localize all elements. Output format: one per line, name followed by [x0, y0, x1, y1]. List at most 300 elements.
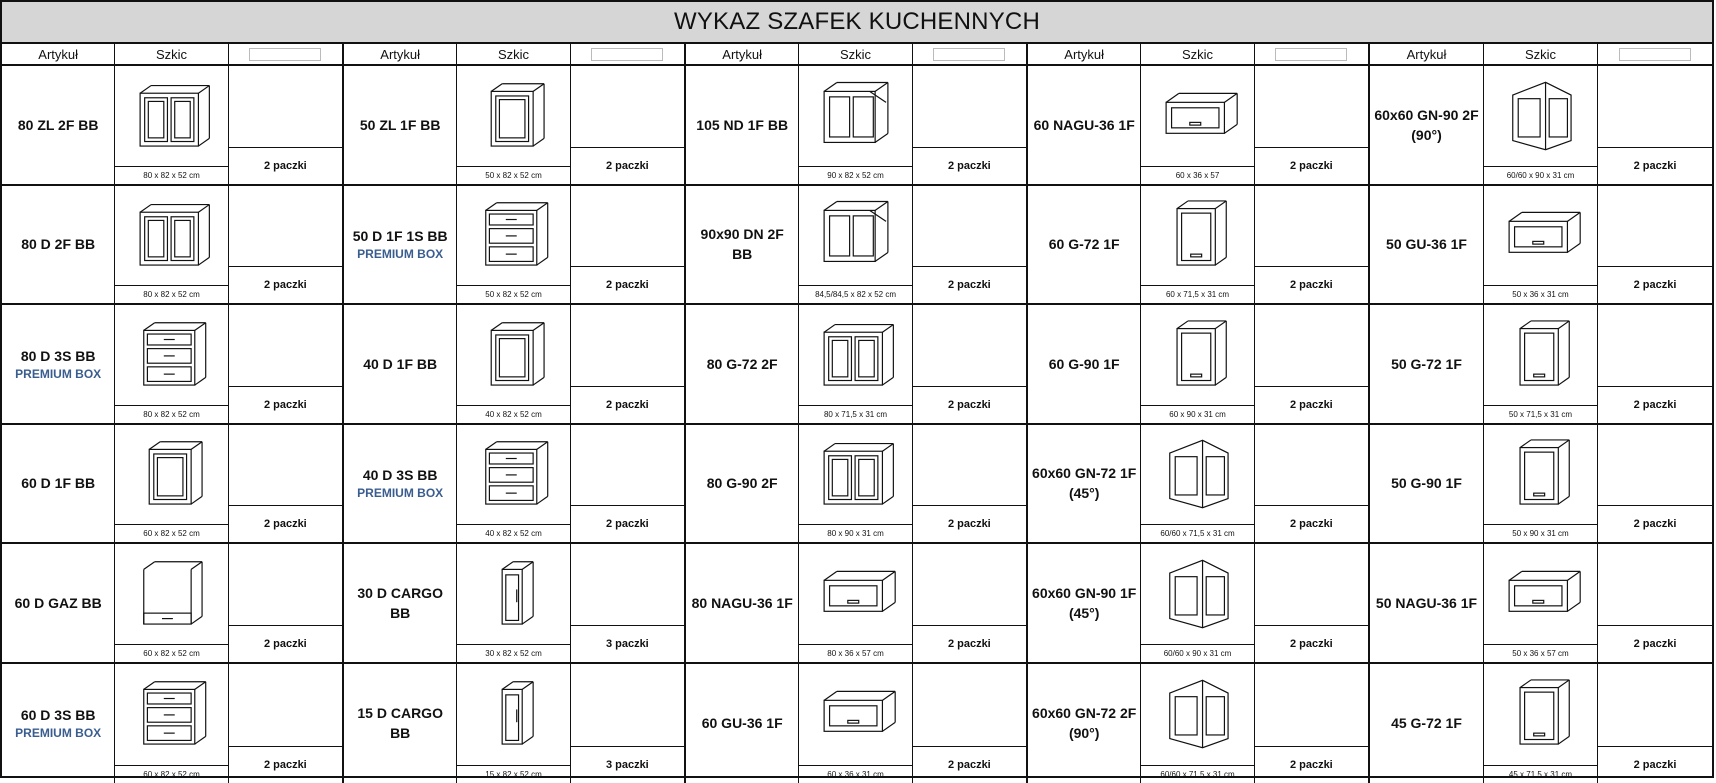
header-artykul: Artykuł	[1370, 44, 1484, 64]
dimensions-label: 50 x 36 x 31 cm	[1484, 285, 1597, 303]
article-name: 50 GU-36 1F	[1386, 234, 1467, 254]
sketch-cell	[1141, 66, 1254, 184]
article-cell	[2, 544, 115, 662]
sketch-cell	[1484, 544, 1598, 662]
sketch-cell	[1141, 425, 1254, 543]
sketch-picture	[1484, 186, 1597, 286]
article-name: 50 NAGU-36 1F	[1376, 593, 1477, 613]
sketch-cell	[457, 305, 570, 423]
sketch-picture	[115, 664, 227, 766]
cabinet-sketch-icon	[1496, 433, 1586, 515]
cabinet-item	[344, 186, 686, 304]
package-count: 2 paczki	[1598, 147, 1712, 184]
package-count: 2 paczki	[913, 147, 1026, 184]
package-blank-area	[229, 186, 342, 267]
article-name: 60x60 GN-90 1F (45°)	[1032, 583, 1136, 623]
cabinet-sketch-icon	[469, 553, 559, 635]
package-blank-area	[229, 544, 342, 625]
package-cell	[229, 425, 342, 543]
article-name: 80 G-90 2F	[707, 473, 778, 493]
dimensions-label: 60 x 36 x 31 cm	[799, 765, 911, 783]
package-cell	[1255, 664, 1368, 783]
cabinet-sketch-icon	[469, 194, 559, 276]
package-cell	[1598, 664, 1712, 783]
cabinet-sketch-icon	[469, 75, 559, 157]
dimensions-label: 45 x 71,5 x 31 cm	[1484, 765, 1597, 783]
sketch-picture	[1484, 425, 1597, 525]
package-blank-area	[913, 544, 1026, 625]
sketch-picture	[1141, 305, 1253, 405]
package-blank-area	[229, 664, 342, 747]
article-name: 40 D 3S BB	[363, 465, 438, 485]
sheet-title: WYKAZ SZAFEK KUCHENNYCH	[2, 2, 1712, 44]
article-cell	[344, 186, 457, 304]
cabinet-sketch-icon	[469, 314, 559, 396]
package-count: 2 paczki	[229, 147, 342, 184]
package-cell	[913, 425, 1026, 543]
package-count: 2 paczki	[1255, 746, 1368, 783]
premium-box-badge: PREMIUM BOX	[15, 725, 101, 741]
table-row	[2, 544, 1712, 664]
dimensions-label: 80 x 71,5 x 31 cm	[799, 405, 911, 423]
sketch-picture	[1141, 186, 1253, 286]
article-cell	[1370, 425, 1484, 543]
sketch-cell	[1484, 305, 1598, 423]
cabinet-item	[344, 305, 686, 423]
table-row	[2, 66, 1712, 186]
cabinet-sketch-icon	[127, 194, 217, 276]
package-count: 2 paczki	[1598, 386, 1712, 423]
dimensions-label: 60 x 82 x 52 cm	[115, 644, 227, 662]
dimensions-label: 50 x 71,5 x 31 cm	[1484, 405, 1597, 423]
header-blank	[571, 44, 684, 64]
package-count: 2 paczki	[1255, 147, 1368, 184]
cabinet-sketch-icon	[127, 553, 217, 635]
table-row	[2, 305, 1712, 425]
cabinet-sketch-icon	[1153, 314, 1243, 396]
sketch-picture	[1484, 544, 1597, 644]
article-cell	[1028, 544, 1141, 662]
article-cell	[686, 186, 799, 304]
package-blank-area	[571, 664, 684, 747]
dimensions-label: 90 x 82 x 52 cm	[799, 166, 911, 184]
package-cell	[1598, 305, 1712, 423]
package-count: 2 paczki	[1598, 266, 1712, 303]
sketch-picture	[1141, 664, 1253, 766]
dimensions-label: 50 x 82 x 52 cm	[457, 166, 569, 184]
cabinet-sketch-icon	[469, 673, 559, 755]
package-blank-area	[1598, 305, 1712, 386]
cabinet-item	[344, 425, 686, 543]
package-blank-area	[1255, 66, 1368, 147]
package-blank-area	[1255, 425, 1368, 506]
cabinet-sketch-icon	[469, 433, 559, 515]
cabinet-item	[686, 186, 1028, 304]
cabinet-sketch-icon	[1153, 673, 1243, 755]
article-cell	[686, 305, 799, 423]
sketch-cell	[115, 544, 228, 662]
package-count: 3 paczki	[571, 625, 684, 662]
article-name: 15 D CARGO BB	[348, 703, 452, 743]
cabinet-item	[686, 305, 1028, 423]
article-name: 50 G-72 1F	[1391, 354, 1462, 374]
package-cell	[913, 305, 1026, 423]
sketch-cell	[799, 544, 912, 662]
package-blank-area	[229, 305, 342, 386]
dimensions-label: 60 x 71,5 x 31 cm	[1141, 285, 1253, 303]
package-blank-area	[229, 66, 342, 147]
sketch-picture	[115, 544, 227, 644]
sketch-picture	[457, 66, 569, 166]
cabinet-item	[2, 544, 344, 662]
sketch-picture	[799, 664, 911, 766]
sketch-picture	[1141, 66, 1253, 166]
sketch-cell	[799, 66, 912, 184]
cabinet-grid	[2, 66, 1712, 783]
package-count: 2 paczki	[1255, 625, 1368, 662]
package-count: 2 paczki	[1598, 505, 1712, 542]
article-cell	[1028, 664, 1141, 783]
package-cell	[1598, 425, 1712, 543]
sketch-picture	[1141, 425, 1253, 525]
cabinet-item	[1370, 544, 1712, 662]
article-cell	[686, 66, 799, 184]
article-cell	[1370, 664, 1484, 783]
dimensions-label: 50 x 90 x 31 cm	[1484, 524, 1597, 542]
cabinet-sketch-icon	[1496, 194, 1586, 276]
article-name: 90x90 DN 2F BB	[690, 224, 794, 264]
article-name: 80 D 2F BB	[21, 234, 95, 254]
sketch-cell	[115, 66, 228, 184]
package-blank-area	[1598, 66, 1712, 147]
article-cell	[1028, 66, 1141, 184]
package-count: 2 paczki	[571, 266, 684, 303]
cabinet-item	[1028, 664, 1370, 783]
table-row	[2, 664, 1712, 783]
cabinet-sketch-icon	[127, 75, 217, 157]
cabinet-item	[1370, 305, 1712, 423]
package-cell	[571, 305, 684, 423]
package-cell	[229, 66, 342, 184]
cabinet-sketch-icon	[811, 433, 901, 515]
article-name: 40 D 1F BB	[363, 354, 437, 374]
package-blank-area	[1255, 544, 1368, 625]
package-blank-area	[1598, 544, 1712, 625]
header-szkic: Szkic	[1141, 44, 1254, 64]
header-szkic: Szkic	[799, 44, 912, 64]
cabinet-sketch-icon	[1496, 314, 1586, 396]
article-name: 60 D 3S BB	[21, 705, 96, 725]
dimensions-label: 30 x 82 x 52 cm	[457, 644, 569, 662]
article-cell	[2, 186, 115, 304]
cabinet-item	[2, 305, 344, 423]
cabinet-item	[344, 664, 686, 783]
article-name: 45 G-72 1F	[1391, 713, 1462, 733]
cabinet-item	[1028, 186, 1370, 304]
dimensions-label: 40 x 82 x 52 cm	[457, 405, 569, 423]
cabinet-item	[1028, 305, 1370, 423]
package-blank-area	[1598, 186, 1712, 267]
sketch-cell	[799, 425, 912, 543]
article-cell	[1370, 544, 1484, 662]
header-blank-box	[249, 48, 321, 61]
article-cell	[1028, 186, 1141, 304]
dimensions-label: 80 x 82 x 52 cm	[115, 285, 227, 303]
package-count: 2 paczki	[1598, 746, 1712, 783]
table-row	[2, 186, 1712, 306]
header-blank-box	[1275, 48, 1347, 61]
sketch-cell	[799, 186, 912, 304]
cabinet-item	[686, 425, 1028, 543]
header-artykul: Artykuł	[344, 44, 457, 64]
cabinet-item	[1028, 544, 1370, 662]
column-header-group	[2, 44, 344, 64]
dimensions-label: 60 x 82 x 52 cm	[115, 765, 227, 783]
article-cell	[344, 305, 457, 423]
article-cell	[1370, 66, 1484, 184]
sketch-cell	[1141, 664, 1254, 783]
cabinet-sketch-icon	[811, 75, 901, 157]
article-cell	[1370, 186, 1484, 304]
package-cell	[571, 544, 684, 662]
package-cell	[1598, 544, 1712, 662]
cabinet-sketch-icon	[1153, 75, 1243, 157]
package-count: 2 paczki	[229, 386, 342, 423]
package-blank-area	[571, 186, 684, 267]
package-count: 2 paczki	[913, 386, 1026, 423]
package-blank-area	[229, 425, 342, 506]
sketch-cell	[1141, 544, 1254, 662]
header-blank	[229, 44, 342, 64]
article-cell	[344, 664, 457, 783]
cabinet-item	[686, 544, 1028, 662]
article-name: 60x60 GN-72 1F (45°)	[1032, 463, 1136, 503]
package-blank-area	[1255, 664, 1368, 747]
article-name: 80 ZL 2F BB	[18, 115, 99, 135]
sketch-picture	[1141, 544, 1253, 644]
premium-box-badge: PREMIUM BOX	[357, 485, 443, 501]
package-blank-area	[1598, 664, 1712, 747]
package-cell	[1255, 66, 1368, 184]
dimensions-label: 50 x 82 x 52 cm	[457, 285, 569, 303]
cabinet-item	[1370, 186, 1712, 304]
dimensions-label: 50 x 36 x 57 cm	[1484, 644, 1597, 662]
table-row	[2, 425, 1712, 545]
sketch-picture	[115, 186, 227, 286]
package-count: 2 paczki	[571, 386, 684, 423]
article-cell	[686, 664, 799, 783]
package-count: 2 paczki	[1255, 505, 1368, 542]
package-count: 2 paczki	[913, 625, 1026, 662]
column-header-group	[1028, 44, 1370, 64]
package-cell	[1598, 186, 1712, 304]
article-name: 60 D 1F BB	[21, 473, 95, 493]
package-cell	[1598, 66, 1712, 184]
sketch-picture	[115, 425, 227, 525]
cabinet-sketch-icon	[811, 673, 901, 755]
sketch-cell	[115, 425, 228, 543]
article-name: 60x60 GN-72 2F (90°)	[1032, 703, 1136, 743]
article-name: 50 G-90 1F	[1391, 473, 1462, 493]
package-count: 2 paczki	[229, 746, 342, 783]
article-cell	[2, 425, 115, 543]
package-count: 2 paczki	[1255, 266, 1368, 303]
package-blank-area	[913, 664, 1026, 747]
package-count: 2 paczki	[1255, 386, 1368, 423]
package-blank-area	[1598, 425, 1712, 506]
cabinet-sketch-icon	[811, 314, 901, 396]
article-cell	[2, 305, 115, 423]
dimensions-label: 84,5/84,5 x 82 x 52 cm	[799, 285, 911, 303]
package-cell	[229, 664, 342, 783]
dimensions-label: 80 x 36 x 57 cm	[799, 644, 911, 662]
package-cell	[571, 186, 684, 304]
package-blank-area	[913, 186, 1026, 267]
package-blank-area	[571, 305, 684, 386]
dimensions-label: 60/60 x 71,5 x 31 cm	[1141, 524, 1253, 542]
cabinet-item	[1028, 425, 1370, 543]
package-cell	[229, 186, 342, 304]
article-cell	[2, 66, 115, 184]
package-count: 2 paczki	[913, 266, 1026, 303]
sketch-cell	[457, 66, 570, 184]
column-header-row	[2, 44, 1712, 66]
header-blank-box	[591, 48, 663, 61]
sketch-cell	[457, 186, 570, 304]
header-blank-box	[933, 48, 1005, 61]
package-cell	[913, 664, 1026, 783]
sketch-cell	[457, 664, 570, 783]
article-name: 50 D 1F 1S BB	[353, 226, 448, 246]
article-name: 105 ND 1F BB	[696, 115, 788, 135]
sketch-cell	[1141, 186, 1254, 304]
article-name: 80 D 3S BB	[21, 346, 96, 366]
sketch-cell	[799, 305, 912, 423]
sketch-picture	[457, 186, 569, 286]
sketch-cell	[457, 425, 570, 543]
sketch-cell	[1484, 664, 1598, 783]
cabinet-item	[1370, 664, 1712, 783]
sketch-picture	[799, 425, 911, 525]
premium-box-badge: PREMIUM BOX	[357, 246, 443, 262]
package-blank-area	[571, 66, 684, 147]
article-cell	[1028, 305, 1141, 423]
dimensions-label: 15 x 82 x 52 cm	[457, 765, 569, 783]
package-blank-area	[1255, 186, 1368, 267]
sketch-cell	[457, 544, 570, 662]
header-blank	[913, 44, 1026, 64]
package-blank-area	[571, 425, 684, 506]
sketch-picture	[115, 66, 227, 166]
header-szkic: Szkic	[1484, 44, 1598, 64]
package-count: 2 paczki	[229, 266, 342, 303]
dimensions-label: 60 x 82 x 52 cm	[115, 524, 227, 542]
article-name: 50 ZL 1F BB	[360, 115, 441, 135]
column-header-group	[686, 44, 1028, 64]
package-blank-area	[913, 425, 1026, 506]
package-blank-area	[913, 305, 1026, 386]
header-szkic: Szkic	[115, 44, 228, 64]
article-name: 30 D CARGO BB	[348, 583, 452, 623]
article-cell	[344, 544, 457, 662]
dimensions-label: 60/60 x 71,5 x 31 cm	[1141, 765, 1253, 783]
article-cell	[686, 425, 799, 543]
article-name: 60x60 GN-90 2F (90°)	[1374, 105, 1479, 145]
header-blank	[1598, 44, 1712, 64]
cabinet-item	[344, 66, 686, 184]
dimensions-label: 80 x 82 x 52 cm	[115, 166, 227, 184]
cabinet-sketch-icon	[1153, 553, 1243, 635]
sketch-picture	[1484, 664, 1597, 766]
article-cell	[2, 664, 115, 783]
package-cell	[1255, 544, 1368, 662]
sketch-cell	[1141, 305, 1254, 423]
sketch-picture	[799, 305, 911, 405]
article-name: 60 D GAZ BB	[15, 593, 102, 613]
package-count: 2 paczki	[571, 147, 684, 184]
sketch-cell	[1484, 186, 1598, 304]
package-blank-area	[1255, 305, 1368, 386]
package-count: 2 paczki	[229, 505, 342, 542]
cabinet-item	[1370, 66, 1712, 184]
sketch-picture	[1484, 305, 1597, 405]
package-count: 2 paczki	[1598, 625, 1712, 662]
sketch-picture	[457, 544, 569, 644]
cabinet-sketch-icon	[1496, 553, 1586, 635]
sketch-cell	[115, 664, 228, 783]
sketch-picture	[799, 544, 911, 644]
package-cell	[229, 305, 342, 423]
dimensions-label: 60 x 36 x 57	[1141, 166, 1253, 184]
article-name: 80 G-72 2F	[707, 354, 778, 374]
dimensions-label: 80 x 82 x 52 cm	[115, 405, 227, 423]
premium-box-badge: PREMIUM BOX	[15, 366, 101, 382]
cabinet-item	[2, 425, 344, 543]
sketch-picture	[799, 66, 911, 166]
package-cell	[1255, 425, 1368, 543]
package-cell	[1255, 186, 1368, 304]
sketch-picture	[457, 305, 569, 405]
sketch-cell	[115, 186, 228, 304]
article-name: 60 NAGU-36 1F	[1034, 115, 1135, 135]
cabinet-item	[686, 664, 1028, 783]
cabinet-sketch-icon	[127, 673, 217, 755]
sketch-cell	[1484, 66, 1598, 184]
sketch-picture	[1484, 66, 1597, 166]
package-cell	[913, 544, 1026, 662]
article-cell	[686, 544, 799, 662]
dimensions-label: 80 x 90 x 31 cm	[799, 524, 911, 542]
package-count: 2 paczki	[913, 505, 1026, 542]
article-cell	[344, 66, 457, 184]
package-cell	[571, 664, 684, 783]
cabinet-item	[1028, 66, 1370, 184]
cabinet-sketch-icon	[1496, 673, 1586, 755]
header-blank-box	[1619, 48, 1691, 61]
package-count: 3 paczki	[571, 746, 684, 783]
cabinet-item	[344, 544, 686, 662]
sketch-cell	[1484, 425, 1598, 543]
cabinet-sketch-icon	[127, 433, 217, 515]
package-blank-area	[571, 544, 684, 625]
article-name: 60 G-90 1F	[1049, 354, 1120, 374]
package-cell	[1255, 305, 1368, 423]
header-artykul: Artykuł	[1028, 44, 1141, 64]
package-cell	[571, 66, 684, 184]
article-name: 60 GU-36 1F	[702, 713, 783, 733]
header-artykul: Artykuł	[2, 44, 115, 64]
package-count: 2 paczki	[913, 746, 1026, 783]
